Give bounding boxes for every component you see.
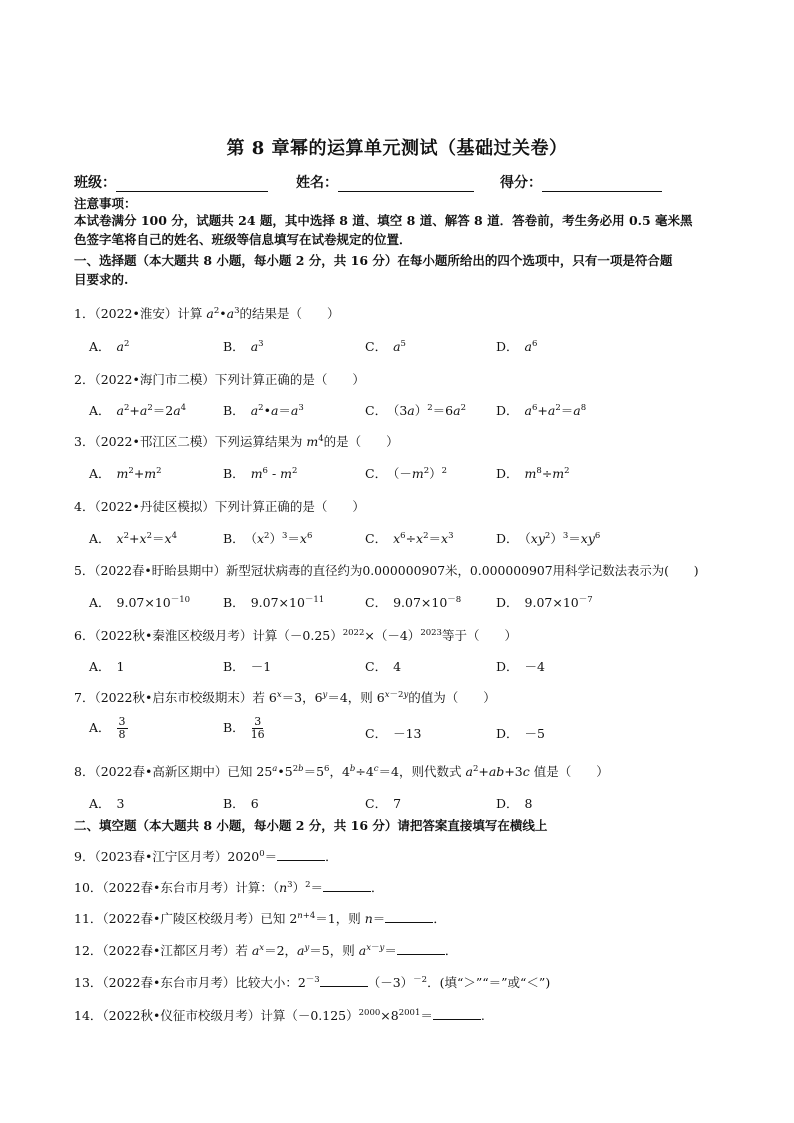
question-13: 13．（2022春•东台市月考）比较大小：$2^{-3}$ $(-3)^{-2}$．(填“＞”“＝”或“＜”)	[74, 975, 551, 990]
option-b[interactable]: B． $a^3$	[223, 339, 264, 354]
option-d[interactable]: D． －4	[496, 659, 545, 674]
question-9: 9．（2023春•江宁区月考）$2020^0=$ ．	[74, 849, 338, 864]
section1-line-2: 目要求的.	[74, 272, 129, 287]
option-b[interactable]: B． $\frac{3}{16}$	[223, 715, 265, 741]
section2-heading: 二、填空题（本大题共 8 小题，每小题 2 分，共 16 分）请把答案直接填写在横线上	[74, 818, 548, 833]
option-a[interactable]: A． 1	[89, 659, 125, 674]
option-b[interactable]: B． $9.07\times 10^{-11}$	[223, 595, 325, 610]
option-d[interactable]: D． 8	[496, 796, 533, 811]
option-a[interactable]: A． $a^2$	[89, 339, 130, 354]
question-5: 5．（2022春•盱眙县期中）新型冠状病毒的直径约为0.000000907米，0.000000907用科学记数法表示为( )	[74, 563, 699, 578]
option-a[interactable]: A． $m^2+m^2$	[89, 466, 162, 481]
answer-blank[interactable]	[323, 879, 371, 892]
question-1: 1．（2022•淮安）计算 $a^2•a^3$的结果是（ ）	[74, 306, 340, 321]
option-a[interactable]: A． $a^2+a^2=2a^4$	[89, 403, 187, 418]
option-a[interactable]: A． 3	[89, 796, 125, 811]
option-b[interactable]: B． $(x^2)^3=x^6$	[223, 531, 313, 546]
option-b[interactable]: B． $a^2•a=a^3$	[223, 403, 304, 418]
student-info-row	[74, 172, 680, 192]
fraction-3-8: $\frac{3}{8}$	[118, 715, 126, 741]
question-10: 10．（2022春•东台市月考）计算：$(n^3)^2=$ ．	[74, 880, 384, 895]
option-c[interactable]: C． 7	[365, 796, 402, 811]
question-6: 6．（2022秋•秦淮区校级月考）计算$(-0.25)^{2022}\times(-4)^{2023}$等于（ ）	[74, 628, 517, 643]
option-d[interactable]: D． $(xy^2)^3=xy^6$	[496, 531, 601, 546]
name-label: 姓名：	[296, 175, 338, 191]
option-b[interactable]: B． $m^6 - m^2$	[223, 466, 298, 481]
answer-blank[interactable]	[385, 910, 433, 923]
notice-heading: 注意事项：	[74, 196, 137, 211]
option-c[interactable]: C． $a^5$	[365, 339, 406, 354]
option-b[interactable]: B． －1	[223, 659, 272, 674]
option-c[interactable]: C． $9.07\times 10^{-8}$	[365, 595, 462, 610]
name-blank[interactable]	[338, 177, 474, 192]
question-7: 7．（2022秋•启东市校级期末）若 $6^x=3$，$6^y=4$，则 $6^{x-2y}$的值为（ ）	[74, 690, 496, 705]
option-d[interactable]: D． $9.07\times 10^{-7}$	[496, 595, 593, 610]
section1-line-1: 一、选择题（本大题共 8 小题，每小题 2 分，共 16 分）在每小题所给出的四个选项中，只有一项是符合题	[74, 253, 673, 268]
option-a[interactable]: A． $x^2+x^2=x^4$	[89, 531, 177, 546]
answer-blank[interactable]	[277, 848, 325, 861]
option-a[interactable]: A． $\frac{3}{8}$	[89, 715, 126, 741]
score-label: 得分：	[500, 175, 542, 191]
notice-line-2: 色签字笔将自己的姓名、班级等信息填写在试卷规定的位置．	[74, 232, 412, 247]
option-d[interactable]: D． $m^8\div m^2$	[496, 466, 570, 481]
score-blank[interactable]	[542, 177, 662, 192]
option-d[interactable]: D． $a^6$	[496, 339, 538, 354]
question-12: 12．（2022春•江都区月考）若 $a^x=2$，$a^y=5$，则 $a^{x-y}=$ ．	[74, 943, 458, 958]
answer-blank[interactable]	[397, 942, 445, 955]
question-4: 4．（2022•丹徒区模拟）下列计算正确的是（ ）	[74, 499, 365, 514]
option-c[interactable]: C． $(-m^2)^2$	[365, 466, 448, 481]
answer-blank[interactable]	[320, 974, 368, 987]
fraction-3-16: $\frac{3}{16}$	[250, 715, 265, 741]
option-a[interactable]: A． $9.07\times 10^{-10}$	[89, 595, 191, 610]
class-blank[interactable]	[116, 177, 268, 192]
option-b[interactable]: B． 6	[223, 796, 259, 811]
notice-line-1: 本试卷满分 100 分，试题共 24 题，其中选择 8 道、填空 8 道、解答 8 道．答卷前，考生务必用 0.5 毫米黑	[74, 213, 693, 228]
question-3: 3．（2022•邗江区二模）下列运算结果为 $m^4$的是（ ）	[74, 434, 399, 449]
class-field[interactable]	[74, 172, 268, 192]
question-11: 11．（2022春•广陵区校级月考）已知 $2^{n+4}=1$，则 n＝ ．	[74, 911, 446, 926]
page-title: 第 8 章幂的运算单元测试（基础过关卷）	[226, 138, 568, 159]
question-8: 8．（2022春•高新区期中）已知 $25^a•5^{2b}=5^6$，$4^b\div 4^c=4$，则代数式 $a^2+ab+3c$ 值是（ ）	[74, 764, 609, 779]
answer-blank[interactable]	[433, 1007, 481, 1020]
name-field[interactable]	[296, 172, 474, 192]
option-d[interactable]: D． $a^6+a^2=a^8$	[496, 403, 587, 418]
option-c[interactable]: C． 4	[365, 659, 402, 674]
score-field[interactable]	[500, 172, 662, 192]
option-d[interactable]: D． －5	[496, 726, 545, 741]
option-c[interactable]: C． $(3a)^2=6a^2$	[365, 403, 466, 418]
option-c[interactable]: C． $x^6\div x^2=x^3$	[365, 531, 454, 546]
option-c[interactable]: C． －13	[365, 726, 422, 741]
question-2: 2．（2022•海门市二模）下列计算正确的是（ ）	[74, 372, 365, 387]
class-label: 班级：	[74, 175, 116, 191]
question-14: 14．（2022秋•仪征市校级月考）计算$(-0.125)^{2000}\times 8^{2001}=$ .	[74, 1008, 485, 1023]
